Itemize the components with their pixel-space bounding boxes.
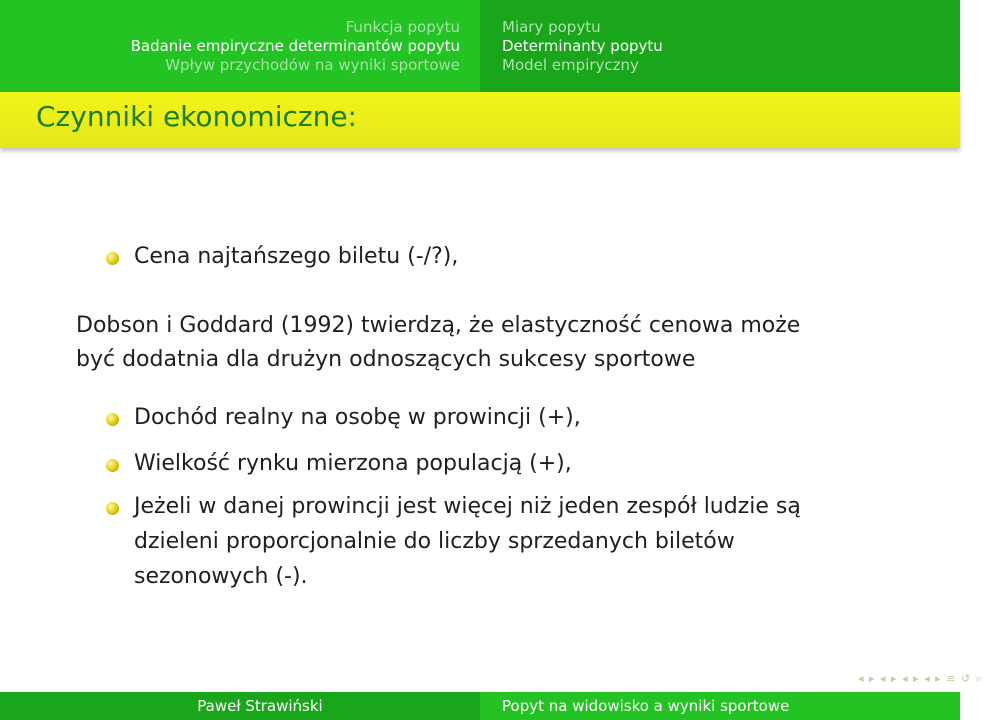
bullet-item-cena: Cena najtańszego biletu (-/?), (134, 244, 459, 269)
nav-section-wplyw-przychodow[interactable]: Wpływ przychodów na wyniki sportowe (165, 55, 460, 74)
footer-author-name: Paweł Strawiński (197, 697, 323, 715)
footer-presentation-title (480, 692, 960, 720)
header-left-sections (0, 0, 480, 92)
footer-author (0, 692, 480, 720)
nav-subsection-determinanty-popytu[interactable]: Determinanty popytu (502, 36, 663, 55)
nav-subsection-miary-popytu[interactable]: Miary popytu (502, 17, 601, 36)
bullet-item-wielkosc-rynku: Wielkość rynku mierzona populacją (+), (134, 451, 572, 476)
bullet-icon (106, 502, 119, 515)
bullet-icon (106, 413, 119, 426)
frame-title-band (0, 92, 960, 148)
frame-title: Czynniki ekonomiczne: (36, 100, 357, 133)
paragraph-line-2: być dodatnia dla drużyn odnoszących sukcesy sportowe (76, 347, 696, 372)
bullet-item-dochod: Dochód realny na osobę w prowincji (+), (134, 405, 581, 430)
bullet-icon (106, 459, 119, 472)
bullet-item-jezeli-line-3: sezonowych (-). (134, 564, 308, 589)
footer-title-text: Popyt na widowisko a wyniki sportowe (502, 697, 790, 715)
nav-section-funkcja-popytu[interactable]: Funkcja popytu (345, 17, 460, 36)
bullet-icon (106, 252, 119, 265)
footer (0, 692, 960, 720)
paragraph-line-1: Dobson i Goddard (1992) twierdzą, że elastyczność cenowa może (76, 313, 801, 338)
header-navigation (0, 0, 960, 92)
header-right-subsections (480, 0, 960, 92)
bullet-item-jezeli-line-2: dzieleni proporcjonalnie do liczby sprzedanych biletów (134, 529, 735, 554)
beamer-navigation-symbols[interactable]: ◂ ▸ ◂ ▸ ◂ ▸ ◂ ▸ ≡ ↺ ⌕ (858, 672, 983, 685)
nav-subsection-model-empiryczny[interactable]: Model empiryczny (502, 55, 639, 74)
bullet-item-jezeli-line-1: Jeżeli w danej prowincji jest więcej niż jeden zespół ludzie są (134, 494, 801, 519)
nav-section-badanie-empiryczne[interactable]: Badanie empiryczne determinantów popytu (130, 36, 460, 55)
